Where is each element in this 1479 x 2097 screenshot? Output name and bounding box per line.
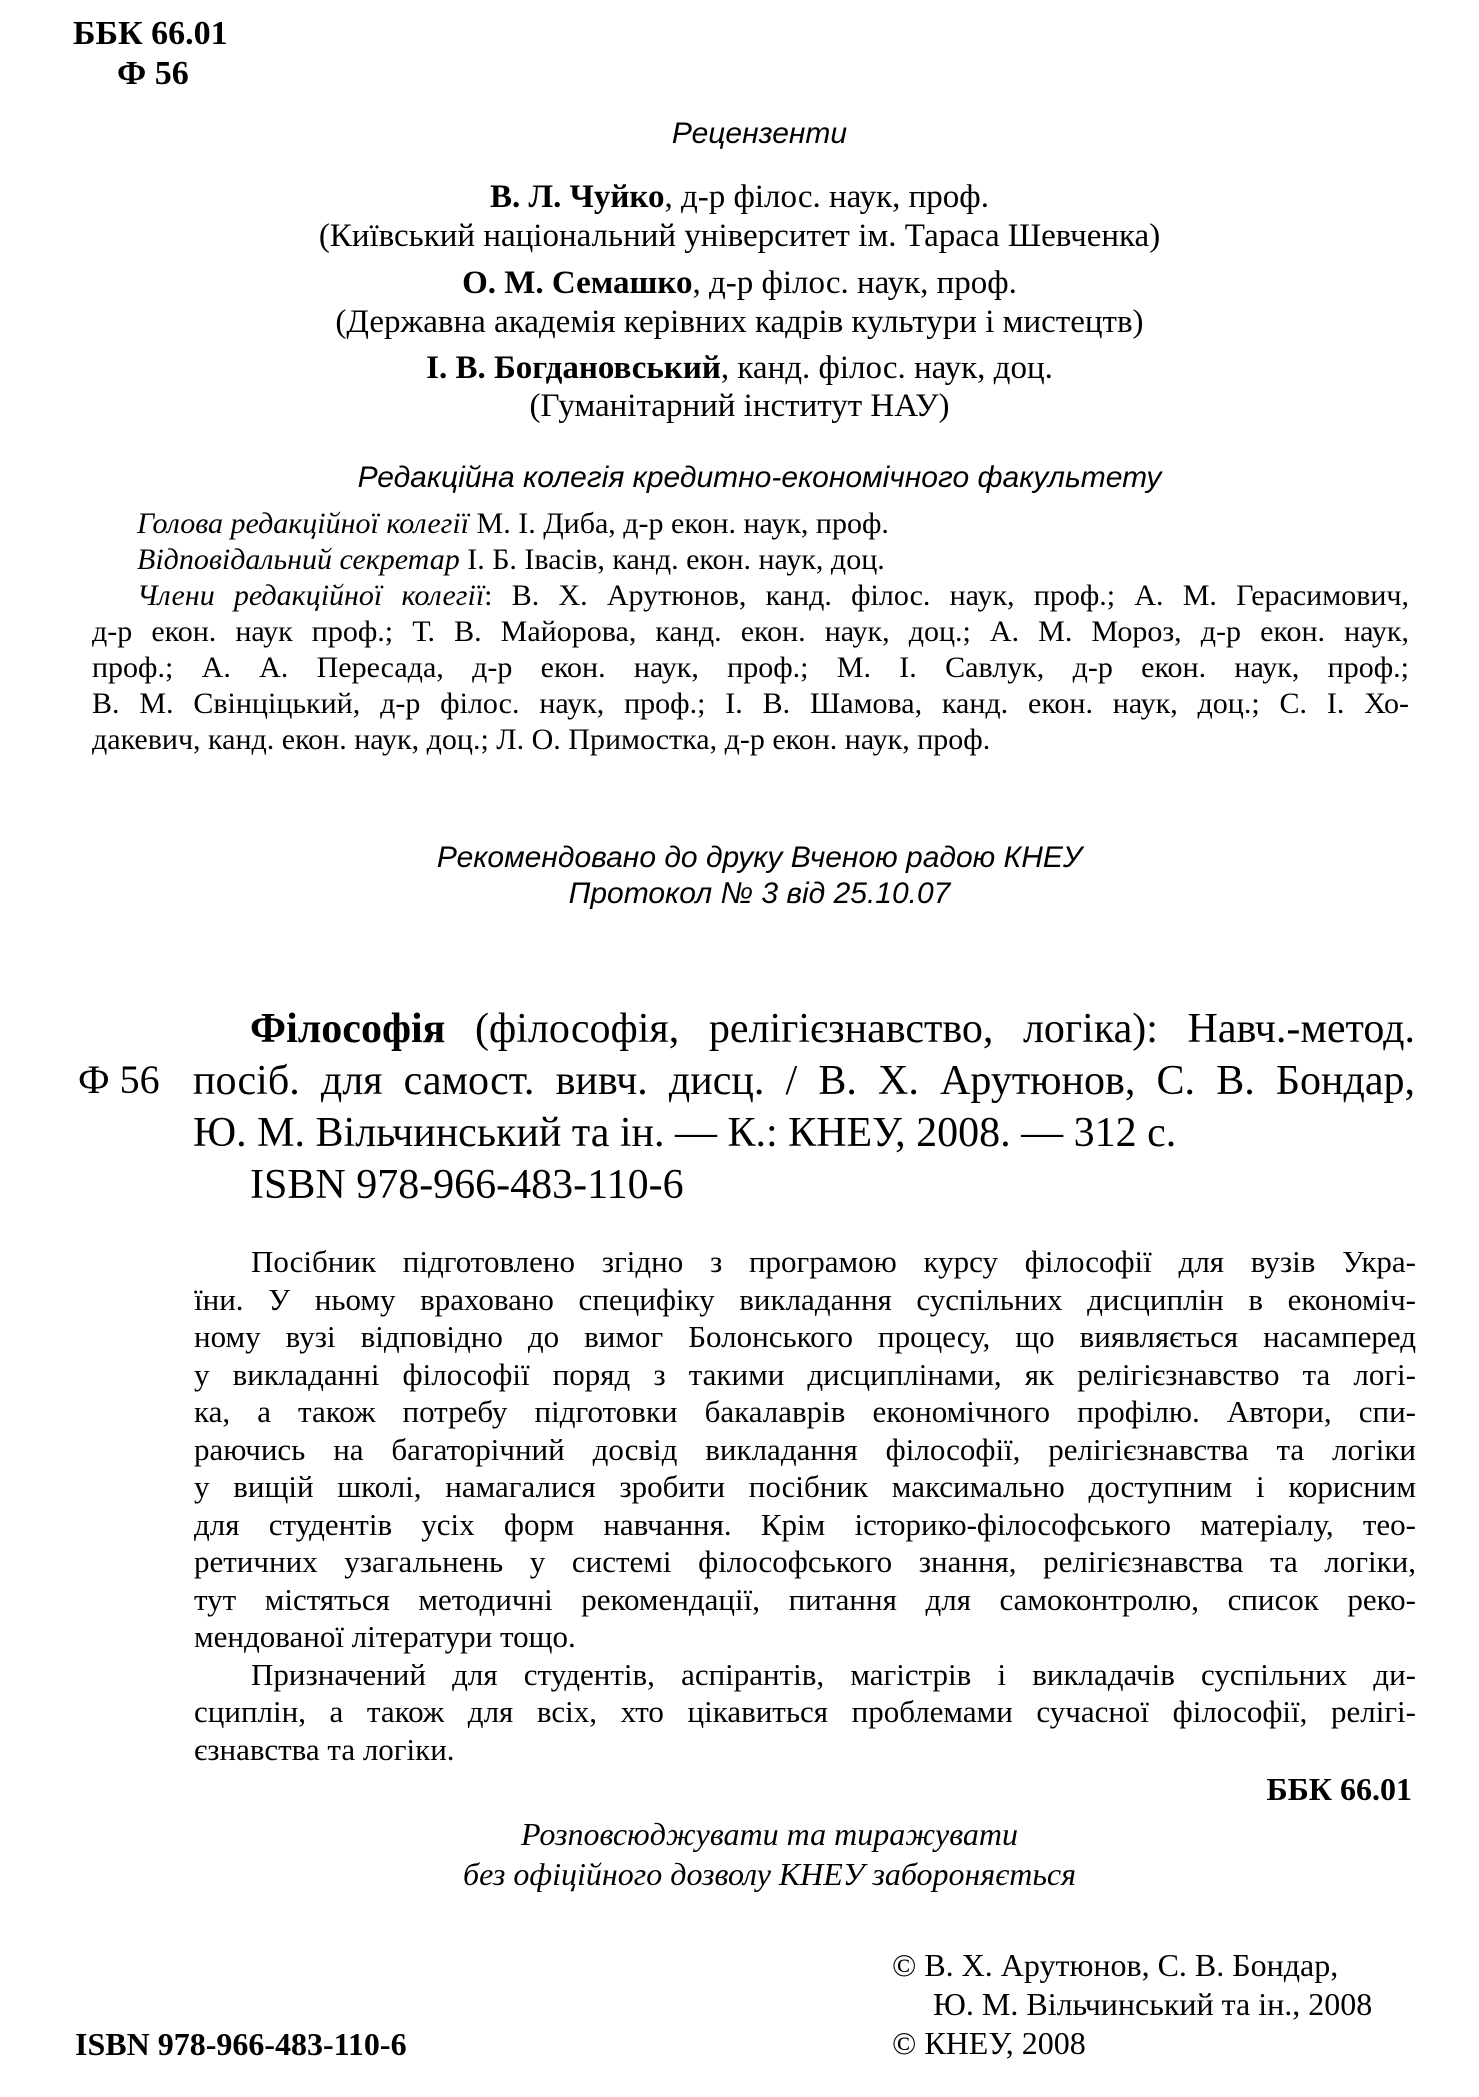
- reviewer-2-affiliation: (Державна академія керівних кадрів культури і мистецтв): [335, 304, 1144, 340]
- abstract: [194, 1243, 1416, 1768]
- abstract-line: раючись на багаторічний досвід викладання філософії, релігієзнавства та логіки: [194, 1431, 1416, 1467]
- bibliography-record: [193, 1003, 1415, 1211]
- board-head-label: Голова редакційної колегії: [137, 507, 470, 540]
- recommendation-line-2: Протокол № 3 від 25.10.07: [568, 877, 951, 910]
- board-members-line: дакевич, канд. екон. наук, доц.; Л. О. Примостка, д-р екон. наук, проф.: [92, 723, 991, 756]
- prohibition-line-1: Розповсюджувати та тиражувати: [521, 1816, 1018, 1852]
- abstract-line: сциплін, а також для всіх, хто цікавиться проблемами сучасної філософії, релігі-: [194, 1694, 1416, 1729]
- bibliography-line-2: посіб. для самост. вивч. дисц. / В. Х. Арутюнов, С. В. Бондар,: [193, 1058, 1415, 1104]
- board-secretary-line: [137, 542, 1409, 578]
- abstract-line: їни. У ньому враховано специфіку викладання суспільних дисциплін в економіч-: [194, 1281, 1416, 1317]
- board-members: [92, 578, 1409, 758]
- reviewer-1-line: [0, 177, 1479, 217]
- abstract-line: мендованої літератури тощо.: [194, 1619, 576, 1654]
- board-members-text: : В. Х. Арутюнов, канд. філос. наук, проф.; А. М. Герасимович,: [484, 579, 1409, 612]
- bbk-code: ББК 66.01: [73, 15, 228, 52]
- bibliography-line-3: Ю. М. Вільчинський та ін. — К.: КНЕУ, 2008. — 312 с.: [193, 1110, 1177, 1156]
- reviewer-2-name: О. М. Семашко: [462, 265, 693, 301]
- reviewer-3-name: І. В. Богдановський: [426, 350, 721, 386]
- board-members-line: проф.; А. А. Пересада, д-р екон. наук, проф.; М. І. Савлук, д-р екон. наук, проф.;: [92, 651, 1409, 684]
- copyright-line-1: © В. Х. Арутюнов, С. В. Бондар,: [892, 1947, 1339, 1983]
- copyright-line-2: Ю. М. Вільчинський та ін., 2008: [933, 1986, 1373, 2022]
- prohibition-line-2: без офіційного дозволу КНЕУ забороняється: [463, 1856, 1076, 1892]
- abstract-line: ка, а також потребу підготовки бакалаврів економічного профілю. Автори, спи-: [194, 1394, 1416, 1429]
- board-secretary-label: Відповідальний секретар: [137, 543, 460, 576]
- reviewer-1-degree: , д-р філос. наук, проф.: [664, 179, 989, 215]
- bibliography-line: [250, 1003, 1415, 1055]
- bibliography-isbn: ISBN 978-966-483-110-6: [250, 1162, 684, 1208]
- board-members-line: В. М. Свінціцький, д-р філос. наук, проф.; І. В. Шамова, канд. екон. наук, доц.; С. І. Хо-: [92, 687, 1409, 720]
- abstract-line: єзнавства та логіки.: [194, 1731, 455, 1767]
- reviewers-heading: Рецензенти: [671, 117, 848, 150]
- board-members-label: Члени редакційної колегії: [137, 579, 485, 612]
- reviewer-2-degree: , д-р філос. наук, проф.: [692, 265, 1017, 301]
- footer-isbn: ISBN 978-966-483-110-6: [75, 2026, 407, 2062]
- reviewer-3-affiliation: (Гуманітарний інститут НАУ): [529, 388, 950, 424]
- copyright-line-3: © КНЕУ, 2008: [892, 2025, 1086, 2061]
- reviewer-1-affiliation: (Київський національний університет ім. Тараса Шевченка): [318, 218, 1161, 254]
- board-members-line: [92, 578, 1409, 614]
- abstract-line: тут містяться методичні рекомендації, питання для самоконтролю, список реко-: [194, 1581, 1416, 1617]
- abstract-line: для студентів усіх форм навчання. Крім історико-філософського матеріалу, тео-: [194, 1506, 1416, 1542]
- author-code: Ф 56: [117, 55, 189, 92]
- reviewer-2-line: [0, 263, 1479, 303]
- abstract-line: Призначений для студентів, аспірантів, магістрів і викладачів суспільних ди-: [251, 1656, 1416, 1692]
- board-head-line: [137, 506, 1409, 542]
- abstract-line: у вищій школі, намагалися зробити посібник максимально доступним і корисним: [194, 1469, 1416, 1504]
- bibliography-line-1: (філософія, релігієзнавство, логіка): Навч.-метод.: [445, 1006, 1415, 1052]
- abstract-line: у викладанні філософії поряд з такими дисциплінами, як релігієзнавство та логі-: [194, 1356, 1416, 1392]
- board-secretary-value: І. Б. Івасів, канд. екон. наук, доц.: [459, 543, 885, 576]
- board-heading: Редакційна колегія кредитно-економічного факультету: [357, 461, 1162, 494]
- footer-bbk-code: ББК 66.01: [1266, 1771, 1412, 1807]
- bibliography-code: Ф 56: [78, 1057, 160, 1102]
- board-members-line: д-р екон. наук проф.; Т. В. Майорова, канд. екон. наук, доц.; А. М. Мороз, д-р екон. наук,: [92, 615, 1409, 648]
- abstract-line: ретичних узагальнень у системі філософського знання, релігієзнавства та логіки,: [194, 1544, 1416, 1579]
- board-head-value: М. І. Диба, д-р екон. наук, проф.: [469, 507, 889, 540]
- recommendation-line-1: Рекомендовано до друку Вченою радою КНЕУ: [436, 841, 1083, 874]
- reviewer-3-line: [0, 348, 1479, 388]
- abstract-line: ному вузі відповідно до вимог Болонського процесу, що виявляється насамперед: [194, 1319, 1416, 1354]
- reviewer-1-name: В. Л. Чуйко: [490, 179, 665, 215]
- abstract-line: Посібник підготовлено згідно з програмою курсу філософії для вузів Укра-: [251, 1244, 1416, 1279]
- reviewer-3-degree: , канд. філос. наук, доц.: [720, 350, 1053, 386]
- bibliography-title: Філософія: [250, 1006, 446, 1052]
